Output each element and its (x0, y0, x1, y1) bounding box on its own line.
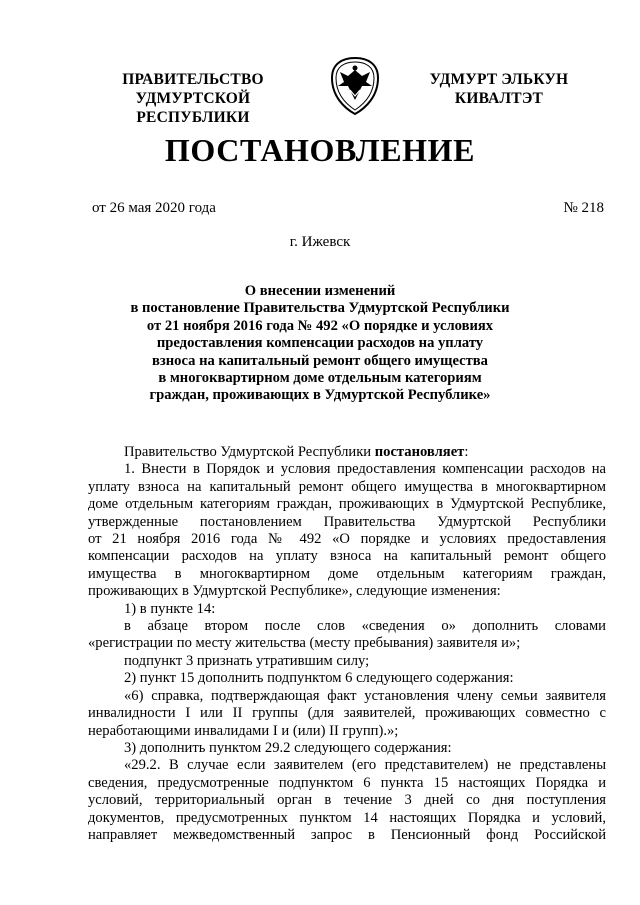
body-line: утвержденные постановлением Правительства Удмуртской Республики (88, 513, 606, 530)
subject-line: граждан, проживающих в Удмуртской Республике» (149, 387, 491, 404)
intro-keyword: постановляет (374, 444, 465, 460)
body-line: в абзаце втором после слов «сведения о» дополнить словами (124, 618, 606, 635)
body-line: «регистрации по месту жительства (месту пребывания) заявителя и»; (88, 635, 521, 652)
udmurt-coat-of-arms-icon (328, 56, 382, 116)
body-line: «6) справка, подтверждающая факт установления члену семьи заявителя (124, 687, 606, 704)
body-line: имущества в многоквартирном доме отдельным категориям граждан, (88, 565, 606, 582)
body-line: «29.2. В случае если заявителем (его представителем) не представлены (124, 757, 606, 774)
header-left-line2: УДМУРТСКОЙ РЕСПУБЛИКИ (135, 90, 251, 126)
body-line: условий, территориальный орган в течение 3 дней со дня поступления (88, 792, 606, 809)
document-city: г. Ижевск (289, 234, 351, 250)
body-line: доме отдельным категориям граждан, проживающих в Удмуртской Республике, (88, 496, 606, 513)
document-number: № 218 (563, 200, 604, 216)
body-line: от 21 ноября 2016 года № 492 «О порядке и условиях предоставления (88, 531, 606, 548)
header-right-line2: КИВАЛТЭТ (454, 90, 544, 107)
body-line: документов, предусмотренных пунктом 14 настоящих Порядка и условий, (88, 809, 606, 826)
body-line: 2) пункт 15 дополнить подпунктом 6 следующего содержания: (124, 670, 514, 687)
subject-line: в многоквартирном доме отдельным категориям (158, 370, 482, 387)
body-line: подпункт 3 признать утратившим силу; (124, 652, 370, 669)
government-header-russian (78, 70, 308, 127)
subject-line: в постановление Правительства Удмуртской Республики (130, 300, 510, 317)
subject-line: предоставления компенсации расходов на уплату (156, 335, 484, 352)
government-header-udmurt (404, 70, 594, 108)
subject-line: взноса на капитальный ремонт общего имущества (152, 352, 488, 369)
body-line: 1. Внести в Порядок и условия предоставления компенсации расходов на (124, 461, 606, 478)
intro-suffix: : (464, 444, 469, 460)
body-line: уплату взноса на капитальный ремонт общего имущества в многоквартирном (88, 478, 606, 495)
document-body (88, 444, 606, 844)
body-line: неработающими инвалидами I и (или) II групп).»; (88, 722, 399, 739)
header-right-line1: УДМУРТ ЭЛЬКУН (429, 71, 569, 88)
document-date: от 26 мая 2020 года (92, 200, 216, 216)
body-line: компенсации расходов на уплату взноса на капитальный ремонт общего (88, 548, 606, 565)
header-left-line1: ПРАВИТЕЛЬСТВО (122, 71, 264, 88)
body-line: направляет межведомственный запрос в Пенсионный фонд Российской (88, 826, 606, 843)
document-title: ПОСТАНОВЛЕНИЕ (164, 132, 476, 168)
intro-text: Правительство Удмуртской Республики (124, 444, 375, 460)
body-line: инвалидности I или II группы (для заявителей, проживающих совместно с (88, 705, 606, 722)
subject-line: О внесении изменений (244, 283, 396, 299)
body-line: 3) дополнить пунктом 29.2 следующего содержания: (124, 739, 452, 756)
body-intro (88, 444, 606, 461)
body-line: сведения, предусмотренные подпунктом 6 пункта 15 настоящих Порядка и (88, 774, 606, 791)
document-subject (60, 283, 580, 405)
body-line: 1) в пункте 14: (124, 600, 216, 617)
body-line: проживающих в Удмуртской Республике», следующие изменения: (88, 583, 501, 600)
subject-line: от 21 ноября 2016 года № 492 «О порядке и условиях (146, 317, 494, 334)
